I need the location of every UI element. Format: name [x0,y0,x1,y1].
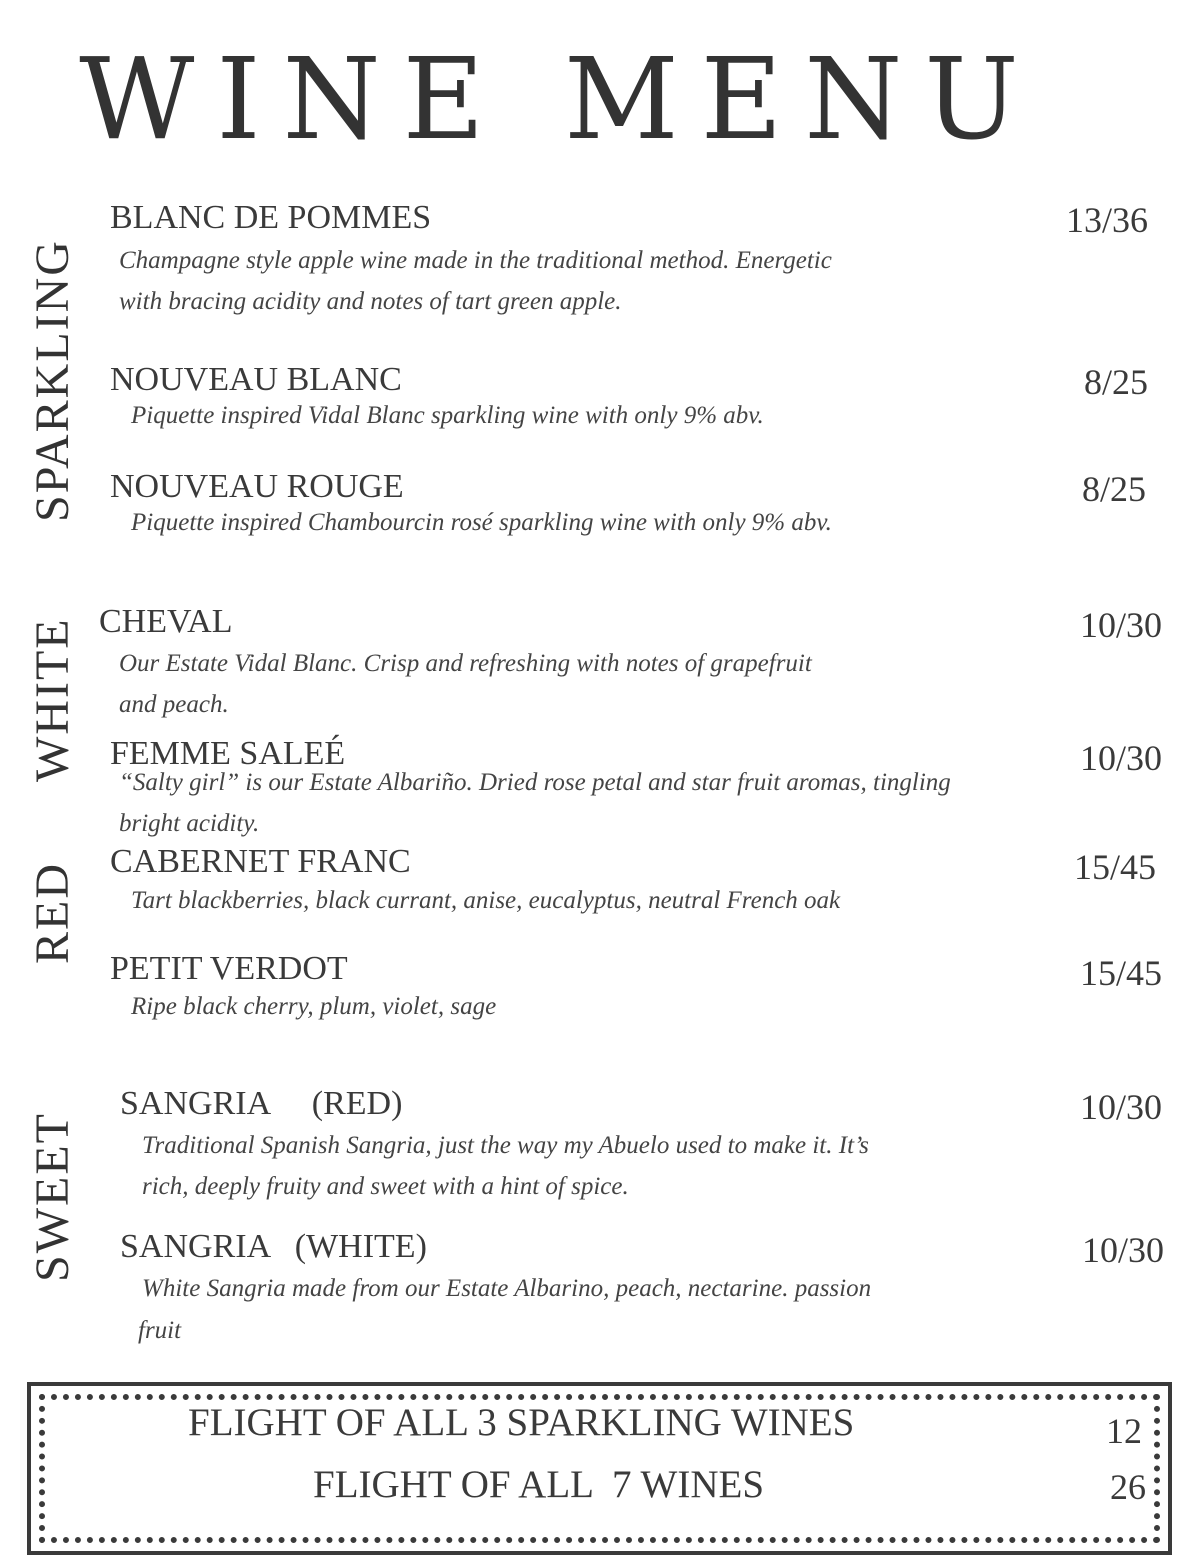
wine-name: SANGRIA (WHITE) [120,1228,427,1265]
wine-price: 10/30 [1079,738,1162,778]
wine-name: SANGRIA (RED) [120,1085,403,1122]
wine-price: 8/25 [1083,362,1148,402]
wine-description-line: White Sangria made from our Estate Albarino, peach, nectarine. passion [142,1275,872,1302]
wine-description-line: Ripe black cherry, plum, violet, sage [131,993,497,1020]
wine-description-line: bright acidity. [119,810,260,837]
wine-price: 15/45 [1073,847,1156,887]
wine-name: NOUVEAU BLANC [110,361,402,398]
wine-description-line: Piquette inspired Chambourcin rosé sparkling wine with only 9% abv. [131,509,832,536]
wine-name: BLANC DE POMMES [110,199,432,236]
flight-name: FLIGHT OF ALL 3 SPARKLING WINES [188,1401,855,1444]
wine-description-line: “Salty girl” is our Estate Albariño. Dried rose petal and star fruit aromas, tingling [119,769,951,796]
wine-price: 10/30 [1079,1087,1162,1127]
wine-description-line: with bracing acidity and notes of tart green apple. [119,288,622,315]
section-label-sparkling: SPARKLING [26,239,79,522]
page-title: WINE MENU [79,35,1041,165]
wine-description-line: Piquette inspired Vidal Blanc sparkling wine with only 9% abv. [131,402,764,429]
wine-description-line: Our Estate Vidal Blanc. Crisp and refreshing with notes of grapefruit [119,650,812,677]
wine-price: 15/45 [1079,953,1162,993]
wine-description-line: fruit [138,1317,182,1344]
wine-description-line: Traditional Spanish Sangria, just the way my Abuelo used to make it. It’s [142,1132,869,1159]
wine-description-line: Tart blackberries, black currant, anise, eucalyptus, neutral French oak [131,887,841,914]
wine-price: 10/30 [1081,1230,1164,1270]
wine-name: NOUVEAU ROUGE [110,468,404,505]
section-label-white: WHITE [26,617,79,782]
flight-name: FLIGHT OF ALL 7 WINES [313,1463,765,1506]
wine-price: 8/25 [1081,469,1146,509]
flight-price: 12 [1106,1411,1142,1451]
wine-name: CABERNET FRANC [110,843,411,880]
flight-price: 26 [1110,1467,1146,1507]
wine-name: CHEVAL [99,603,233,640]
wine-name: PETIT VERDOT [110,950,348,987]
wine-description-line: and peach. [119,691,229,718]
section-label-sweet: SWEET [26,1112,79,1282]
wine-name: FEMME SALEÉ [110,735,346,772]
section-label-red: RED [26,862,79,964]
wine-price: 10/30 [1079,605,1162,645]
wine-description-line: rich, deeply fruity and sweet with a hint of spice. [142,1173,629,1200]
wine-price: 13/36 [1065,200,1148,240]
wine-description-line: Champagne style apple wine made in the traditional method. Energetic [119,247,832,274]
